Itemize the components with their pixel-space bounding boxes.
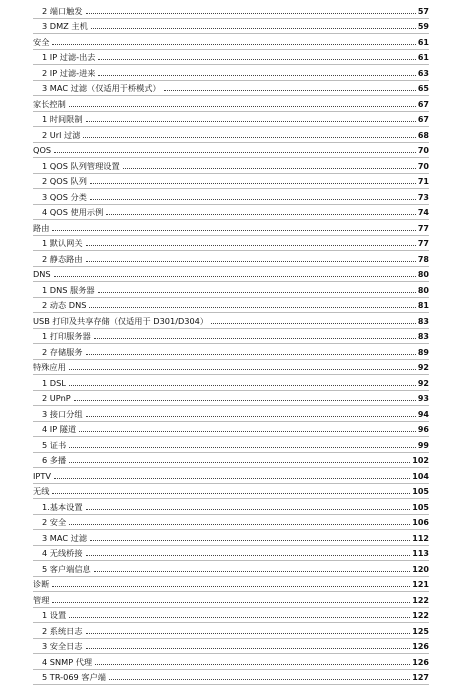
dot-leader [86,353,416,355]
toc-page-number: 78 [418,255,429,264]
toc-page-number: 122 [412,611,429,620]
dot-leader [109,678,410,680]
dot-leader [86,120,416,122]
toc-entry[interactable] [33,143,429,159]
toc-entry-label: 3 DMZ 主机 [42,22,88,31]
toc-entry-label: 5 客户端信息 [42,565,91,574]
toc-subentry[interactable] [33,422,429,438]
toc-entry-label: 1 QOS 队列管理设置 [42,162,120,171]
toc-subentry[interactable] [33,608,429,624]
toc-page-number: 67 [418,115,429,124]
toc-page-number: 112 [412,534,429,543]
toc-subentry[interactable] [33,282,429,298]
dot-leader [98,58,415,60]
toc-page-number: 77 [418,239,429,248]
dot-leader [74,399,416,401]
toc-subentry[interactable] [33,670,429,685]
toc-entry-label: 2 IP 过滤-进来 [42,69,95,78]
toc-subentry[interactable] [33,298,429,314]
dot-leader [86,12,416,14]
toc-entry[interactable] [33,313,429,329]
toc-page-number: 102 [412,456,429,465]
toc-entry-label: 1 默认网关 [42,239,83,248]
toc-page-number: 92 [418,379,429,388]
toc-page-number: 71 [418,177,429,186]
toc-entry[interactable] [33,484,429,500]
toc-entry-label: 2 安全 [42,518,66,527]
toc-entry-label: QOS [33,146,51,155]
dot-leader [52,43,415,45]
toc-subentry[interactable] [33,344,429,360]
toc-page-number: 80 [418,270,429,279]
toc-entry-label: 5 证书 [42,441,66,450]
toc-subentry[interactable] [33,3,429,19]
toc-page-number: 127 [412,673,429,682]
toc-entry-label: 诊断 [33,580,49,589]
toc-page-number: 113 [412,549,429,558]
dot-leader [54,477,410,479]
toc-entry-label: 2 UPnP [42,394,71,403]
dot-leader [106,213,416,215]
dot-leader [69,523,410,525]
toc-entry-label: 管理 [33,596,49,605]
toc-entry-label: 3 安全日志 [42,642,83,651]
toc-entry-label: 4 IP 隧道 [42,425,76,434]
dot-leader [69,368,416,370]
toc-subentry[interactable] [33,65,429,81]
dot-leader [95,663,410,665]
toc-page-number: 105 [412,487,429,496]
toc-page-number: 81 [418,301,429,310]
toc-page-number: 70 [418,162,429,171]
dot-leader [54,151,416,153]
toc-page-number: 120 [412,565,429,574]
toc-entry[interactable] [33,577,429,593]
toc-page-number: 105 [412,503,429,512]
table-of-contents [33,3,429,685]
toc-entry[interactable] [33,96,429,112]
toc-subentry[interactable] [33,515,429,531]
dot-leader [86,260,416,262]
dot-leader [86,632,411,634]
toc-subentry[interactable] [33,112,429,128]
dot-leader [83,136,415,138]
toc-entry-label: 2 存储服务 [42,348,83,357]
dot-leader [69,461,410,463]
toc-page-number: 94 [418,410,429,419]
dot-leader [52,492,410,494]
toc-subentry[interactable] [33,174,429,190]
toc-page-number: 125 [412,627,429,636]
toc-page-number: 68 [418,131,429,140]
dot-leader [79,430,416,432]
toc-subentry[interactable] [33,639,429,655]
toc-entry-label: 1.基本设置 [42,503,83,512]
toc-entry-label: USB 打印及共享存储（仅适用于 D301/D304） [33,317,208,326]
toc-entry-label: 2 端口触发 [42,7,83,16]
toc-page-number: 121 [412,580,429,589]
toc-entry-label: 4 SNMP 代理 [42,658,92,667]
dot-leader [86,554,411,556]
toc-page-number: 67 [418,100,429,109]
dot-leader [86,415,416,417]
toc-subentry[interactable] [33,81,429,97]
toc-entry-label: 安全 [33,38,49,47]
toc-entry[interactable] [33,34,429,50]
toc-entry-label: 1 DNS 服务器 [42,286,95,295]
toc-entry-label: 3 接口分组 [42,410,83,419]
dot-leader [69,105,416,107]
dot-leader [54,275,416,277]
toc-subentry[interactable] [33,329,429,345]
toc-page-number: 77 [418,224,429,233]
toc-subentry[interactable] [33,406,429,422]
toc-subentry[interactable] [33,50,429,66]
toc-entry-label: 2 Url 过滤 [42,131,80,140]
dot-leader [52,601,410,603]
toc-entry[interactable] [33,592,429,608]
toc-entry-label: 4 无线桥接 [42,549,83,558]
dot-leader [52,229,415,231]
toc-entry[interactable] [33,220,429,236]
dot-leader [69,446,416,448]
dot-leader [69,384,416,386]
toc-entry-label: IPTV [33,472,51,481]
toc-entry-label: 6 多播 [42,456,66,465]
toc-entry-label: 3 QOS 分类 [42,193,87,202]
toc-entry-label: DNS [33,270,51,279]
toc-entry-label: 2 静态路由 [42,255,83,264]
toc-entry-label: 2 系统日志 [42,627,83,636]
toc-subentry[interactable] [33,561,429,577]
toc-page-number: 74 [418,208,429,217]
toc-page-number: 83 [418,317,429,326]
dot-leader [86,244,416,246]
toc-subentry[interactable] [33,654,429,670]
toc-page-number: 92 [418,363,429,372]
toc-page-number: 106 [412,518,429,527]
toc-page-number: 93 [418,394,429,403]
toc-subentry[interactable] [33,437,429,453]
toc-entry[interactable] [33,267,429,283]
dot-leader [52,585,410,587]
dot-leader [90,182,416,184]
toc-page-number: 65 [418,84,429,93]
toc-entry[interactable] [33,360,429,376]
toc-entry[interactable] [33,468,429,484]
toc-subentry[interactable] [33,499,429,515]
toc-page-number: 126 [412,658,429,667]
dot-leader [98,74,415,76]
toc-page-number: 126 [412,642,429,651]
toc-subentry[interactable] [33,251,429,267]
toc-entry-label: 3 MAC 过滤（仅适用于桥模式） [42,84,161,93]
toc-entry-label: 1 设置 [42,611,66,620]
toc-entry-label: 家长控制 [33,100,66,109]
toc-page-number: 61 [418,38,429,47]
dot-leader [94,570,411,572]
toc-subentry[interactable] [33,375,429,391]
toc-subentry[interactable] [33,158,429,174]
toc-page-number: 70 [418,146,429,155]
toc-page-number: 89 [418,348,429,357]
toc-subentry[interactable] [33,19,429,35]
dot-leader [211,322,416,324]
dot-leader [164,89,416,91]
toc-entry-label: 5 TR-069 客户端 [42,673,106,682]
dot-leader [86,508,411,510]
dot-leader [90,539,410,541]
toc-page-number: 122 [412,596,429,605]
toc-page-number: 57 [418,7,429,16]
toc-entry-label: 1 IP 过滤-出去 [42,53,95,62]
toc-entry-label: 1 DSL [42,379,66,388]
toc-entry-label: 4 QOS 使用示例 [42,208,103,217]
toc-subentry[interactable] [33,623,429,639]
toc-entry-label: 2 动态 DNS [42,301,86,310]
dot-leader [69,616,410,618]
dot-leader [91,27,416,29]
toc-subentry[interactable] [33,546,429,562]
toc-page-number: 104 [412,472,429,481]
dot-leader [98,291,416,293]
toc-entry-label: 3 MAC 过滤 [42,534,87,543]
dot-leader [94,337,416,339]
toc-entry-label: 无线 [33,487,49,496]
toc-page-number: 96 [418,425,429,434]
dot-leader [86,647,411,649]
toc-page-number: 61 [418,53,429,62]
toc-subentry[interactable] [33,236,429,252]
toc-subentry[interactable] [33,530,429,546]
toc-page-number: 80 [418,286,429,295]
toc-page-number: 99 [418,441,429,450]
toc-entry-label: 2 QOS 队列 [42,177,87,186]
dot-leader [123,167,416,169]
toc-subentry[interactable] [33,189,429,205]
toc-entry-label: 特殊应用 [33,363,66,372]
dot-leader [90,198,416,200]
dot-leader [89,306,415,308]
toc-page-number: 83 [418,332,429,341]
toc-page-number: 59 [418,22,429,31]
toc-subentry[interactable] [33,205,429,221]
toc-entry-label: 1 时间限制 [42,115,83,124]
toc-entry-label: 路由 [33,224,49,233]
toc-subentry[interactable] [33,453,429,469]
toc-subentry[interactable] [33,391,429,407]
toc-page-number: 63 [418,69,429,78]
toc-entry-label: 1 打印服务器 [42,332,91,341]
toc-subentry[interactable] [33,127,429,143]
toc-page-number: 73 [418,193,429,202]
